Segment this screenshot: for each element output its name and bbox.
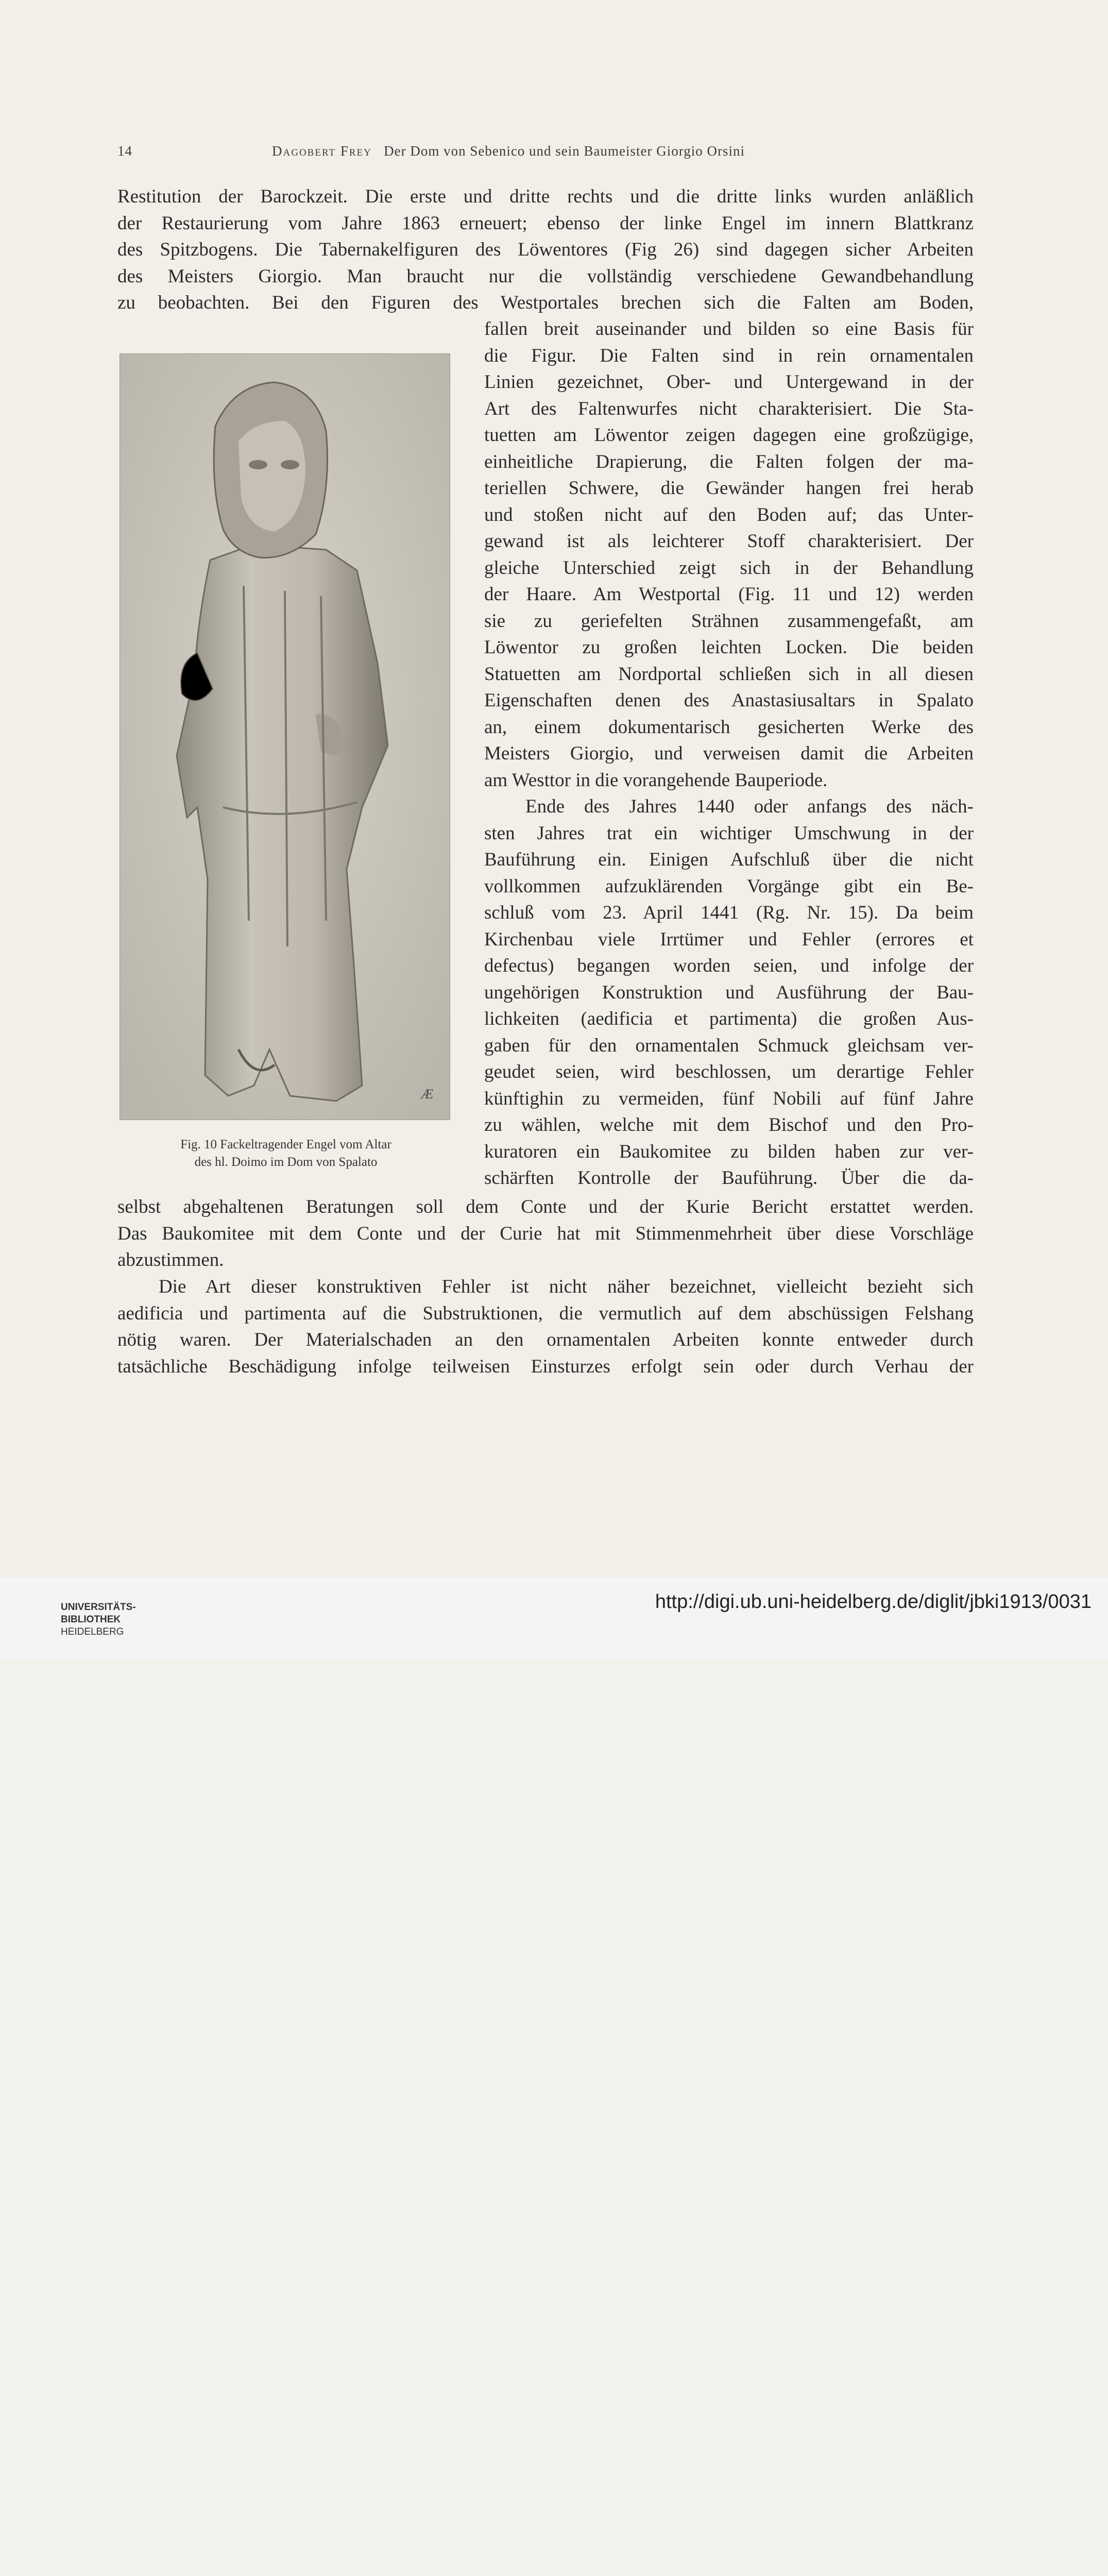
running-title — [272, 143, 745, 159]
paragraph-column-1 — [484, 316, 974, 793]
paragraph-bottom-2 — [117, 1274, 974, 1380]
paragraph-column-2 — [484, 793, 974, 1192]
text-line: an, einem dokumentarisch gesicherten Werke des — [484, 716, 974, 738]
text-line: einheitliche Drapierung, die Falten folgen der ma- — [484, 451, 974, 472]
text-line: schluß vom 23. April 1441 (Rg. Nr. 15). Da beim — [484, 902, 974, 923]
text-line: Ende des Jahres 1440 oder anfangs des näch- — [525, 796, 974, 817]
text-line: die Figur. Die Falten sind in rein ornamentalen — [484, 345, 974, 366]
text-line: am Westtor in die vorangehende Bauperiode. — [484, 769, 828, 791]
caption-line-2: des hl. Doimo im Dom von Spalato — [194, 1155, 378, 1169]
text-line: Meisters Giorgio, und verweisen damit die Arbeiten — [484, 743, 974, 764]
text-line: Eigenschaften denen des Anastasiusaltars in Spalato — [484, 690, 974, 711]
text-line: kuratoren ein Baukomitee zu bilden haben zur ver- — [484, 1141, 974, 1162]
figure-photo — [120, 353, 450, 1120]
text-line: Kirchenbau viele Irrtümer und Fehler (errores et — [484, 928, 974, 950]
text-line: fallen breit auseinander und bilden so eine Basis für — [484, 318, 974, 340]
text-line: selbst abgehaltenen Beratungen soll dem Conte und der Kurie Bericht erstattet werden. — [117, 1196, 974, 1217]
library-name-line-3: HEIDELBERG — [61, 1626, 124, 1637]
text-line: sie zu geriefelten Strähnen zusammengefaßt, am — [484, 610, 974, 632]
text-line: gleiche Unterschied zeigt sich in der Behandlung — [484, 557, 974, 579]
permalink-url[interactable]: http://digi.ub.uni-heidelberg.de/diglit/jbki1913/0031 — [655, 1591, 1092, 1613]
text-line: zu beobachten. Bei den Figuren des Westportales brechen sich die Falten am Boden, — [117, 292, 974, 313]
text-line: zu wählen, welche mit dem Bischof und den Pro- — [484, 1114, 974, 1136]
text-line: Linien gezeichnet, Ober- und Untergewand in der — [484, 371, 974, 393]
library-name-line-2: BIBLIOTHEK — [61, 1614, 121, 1625]
text-line: Bauführung ein. Einigen Aufschluß über die nicht — [484, 849, 974, 870]
text-line: vollkommen aufzuklärenden Vorgänge gibt ein Be- — [484, 875, 974, 897]
text-line: tatsächliche Beschädigung infolge teilweisen Einsturzes erfolgt sein oder durch Verhau der — [117, 1355, 974, 1377]
artist-monogram: Æ — [421, 1087, 434, 1101]
author-name: Dagobert Frey — [272, 143, 372, 159]
text-line: defectus) begangen worden seien, und infolge der — [484, 955, 974, 976]
text-line: geudet seien, wird beschlossen, um derartige Fehler — [484, 1061, 974, 1082]
text-line: gewand ist als leichterer Stoff charakterisiert. Der — [484, 531, 974, 552]
text-line: sten Jahres trat ein wichtiger Umschwung in der — [484, 822, 974, 844]
text-line: nötig waren. Der Materialschaden an den ornamentalen Arbeiten konnte entweder durch — [117, 1329, 974, 1350]
text-line: gaben für den ornamentalen Schmuck gleichsam ver- — [484, 1035, 974, 1056]
text-line: der Restaurierung vom Jahre 1863 erneuert; ebenso der linke Engel im innern Blattkranz — [117, 212, 974, 234]
text-line: Statuetten am Nordportal schließen sich in all diesen — [484, 663, 974, 685]
statue-image — [120, 354, 450, 1120]
library-name — [61, 1601, 136, 1638]
caption-line-1: Fig. 10 Fackeltragender Engel vom Altar — [180, 1138, 391, 1151]
text-line: aedificia und partimenta auf die Substruktionen, die vermutlich auf dem abschüssigen Felshang — [117, 1302, 974, 1324]
text-line: Art des Faltenwurfes nicht charakterisiert. Die Sta- — [484, 398, 974, 419]
page-number: 14 — [117, 143, 132, 159]
text-line: der Haare. Am Westportal (Fig. 11 und 12) werden — [484, 584, 974, 605]
paragraph-top — [117, 183, 974, 316]
digitization-footer — [0, 1578, 1108, 1659]
text-line: und stoßen nicht auf den Boden auf; das Unter- — [484, 504, 974, 526]
text-line: lichkeiten (aedificia et partimenta) die großen Aus- — [484, 1008, 974, 1029]
text-line: schärften Kontrolle der Bauführung. Über die da- — [484, 1167, 974, 1189]
paragraph-bottom-1 — [117, 1194, 974, 1274]
text-line: des Spitzbogens. Die Tabernakelfiguren des Löwentores (Fig 26) sind dagegen sicher Arbeiten — [117, 239, 974, 260]
text-line: Löwentor zu großen leichten Locken. Die beiden — [484, 637, 974, 658]
text-line: Restitution der Barockzeit. Die erste und dritte rechts und die dritte links wurden anläßlich — [117, 186, 974, 207]
text-line: künftighin zu vermeiden, fünf Nobili auf fünf Jahre — [484, 1088, 974, 1109]
text-line: teriellen Schwere, die Gewänder hangen frei herab — [484, 478, 974, 499]
text-line: tuetten am Löwentor zeigen dagegen eine großzügige, — [484, 425, 974, 446]
text-line: ungehörigen Konstruktion und Ausführung der Bau- — [484, 981, 974, 1003]
text-line: Das Baukomitee mit dem Conte und der Curie hat mit Stimmenmehrheit über diese Vorschläge — [117, 1223, 974, 1244]
library-name-line-1: UNIVERSITÄTS- — [61, 1602, 136, 1613]
text-line: des Meisters Giorgio. Man braucht nur die vollständig verschiedene Gewandbehandlung — [117, 265, 974, 287]
work-title: Der Dom von Sebenico und sein Baumeister Giorgio Orsini — [384, 143, 745, 159]
text-line: abzustimmen. — [117, 1249, 224, 1270]
text-line: Die Art dieser konstruktiven Fehler ist nicht näher bezeichnet, vielleicht bezieht sich — [159, 1276, 974, 1297]
figure-caption — [116, 1136, 456, 1171]
